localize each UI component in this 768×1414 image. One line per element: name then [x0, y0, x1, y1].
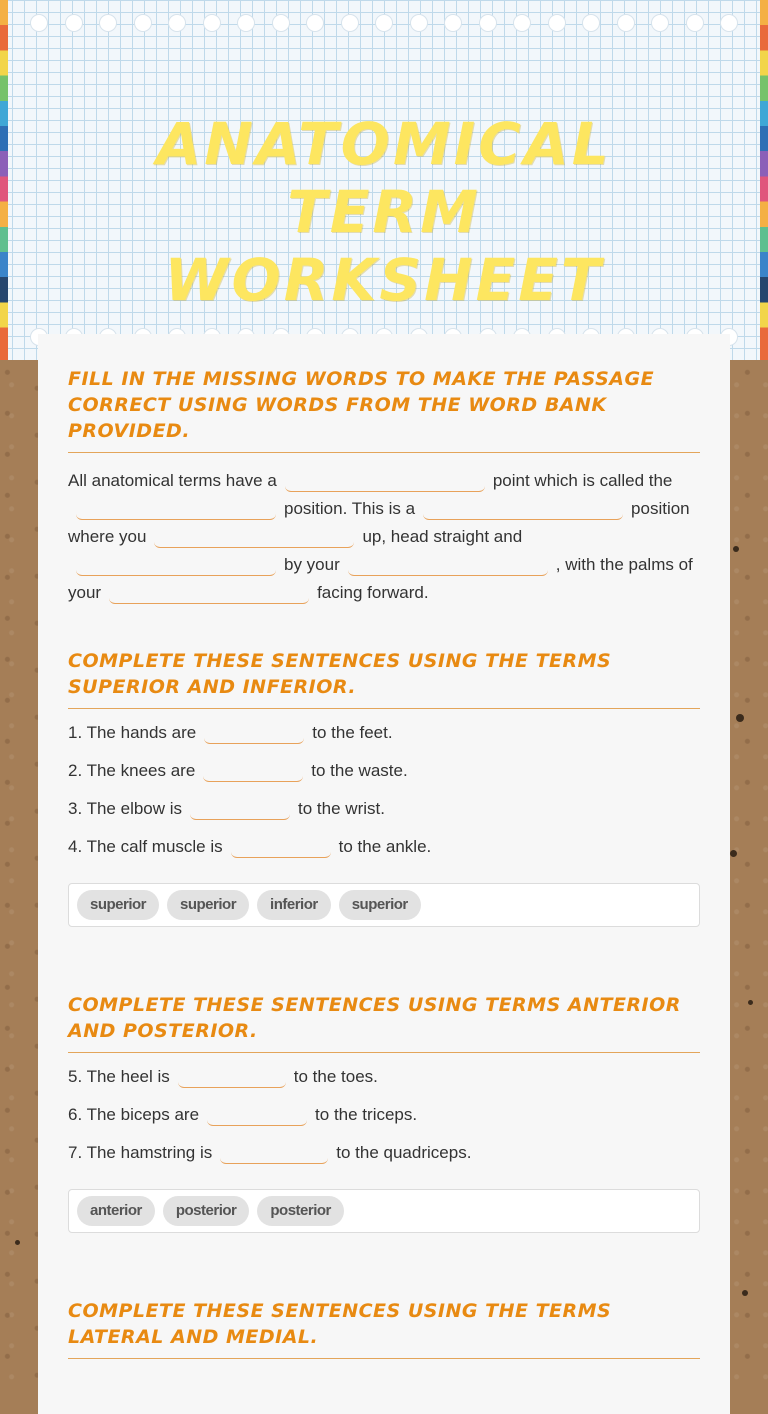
decor-dot [730, 850, 737, 857]
section-superior-inferior [68, 648, 700, 927]
word-chip[interactable]: posterior [163, 1196, 250, 1226]
word-chip[interactable]: posterior [257, 1196, 344, 1226]
answer-blank-4[interactable] [154, 525, 354, 548]
question-3: 3. The elbow is to the wrist. [68, 799, 385, 818]
answer-blank-q7[interactable] [220, 1141, 328, 1164]
passage-text: facing forward. [317, 583, 429, 602]
word-chip[interactable]: inferior [257, 890, 331, 920]
word-chip[interactable]: superior [339, 890, 421, 920]
question-6: 6. The biceps are to the triceps. [68, 1105, 418, 1124]
answer-blank-2[interactable] [76, 497, 276, 520]
section-lateral-medial [68, 1298, 700, 1359]
word-chip[interactable]: superior [167, 890, 249, 920]
rainbow-edge-left [0, 0, 8, 360]
word-chip[interactable]: superior [77, 890, 159, 920]
question-2: 2. The knees are to the waste. [68, 761, 408, 780]
word-bank [68, 883, 700, 927]
answer-blank-q6[interactable] [207, 1103, 307, 1126]
passage-text: All anatomical terms have a [68, 471, 277, 490]
answer-blank-6[interactable] [348, 553, 548, 576]
answer-blank-q3[interactable] [190, 797, 290, 820]
question-7: 7. The hamstring is to the quadriceps. [68, 1143, 472, 1162]
decor-dot [742, 1290, 748, 1296]
answer-blank-5[interactable] [76, 553, 276, 576]
word-chip[interactable]: anterior [77, 1196, 155, 1226]
decor-dot [15, 1240, 20, 1245]
section-heading: COMPLETE THESE SENTENCES USING THE TERMS LATERAL AND MEDIAL. [68, 1298, 700, 1359]
question-5: 5. The heel is to the toes. [68, 1067, 378, 1086]
section-fill-passage [68, 366, 700, 607]
passage-text: point which is called the [492, 471, 673, 490]
worksheet-card [38, 334, 730, 1414]
answer-blank-q2[interactable] [203, 759, 303, 782]
answer-blank-q1[interactable] [204, 721, 304, 744]
passage-text: position. This is a [284, 499, 416, 518]
question-4: 4. The calf muscle is to the ankle. [68, 837, 432, 856]
word-bank [68, 1189, 700, 1233]
passage-text: by your [284, 555, 340, 574]
answer-blank-7[interactable] [109, 581, 309, 604]
passage-text: position where you [68, 499, 690, 546]
question-1: 1. The hands are to the feet. [68, 723, 393, 742]
decor-dot [748, 1000, 753, 1005]
passage [68, 467, 700, 607]
section-heading: COMPLETE THESE SENTENCES USING THE TERMS SUPERIOR AND INFERIOR. [68, 648, 700, 709]
rainbow-edge-right [760, 0, 768, 360]
notebook-header [0, 0, 768, 360]
answer-blank-1[interactable] [285, 469, 485, 492]
answer-blank-q5[interactable] [178, 1065, 286, 1088]
section-heading: COMPLETE THESE SENTENCES USING TERMS ANTERIOR AND POSTERIOR. [68, 992, 700, 1053]
page-title: ANATOMICAL TERM WORKSHEET [156, 110, 612, 314]
passage-text: , with the palms of your [68, 555, 693, 602]
section-heading: FILL IN THE MISSING WORDS TO MAKE THE PASSAGE CORRECT USING WORDS FROM THE WORD BANK PROVIDED. [68, 366, 700, 453]
decor-dot [736, 714, 744, 722]
passage-text: up, head straight and [362, 527, 523, 546]
answer-blank-3[interactable] [423, 497, 623, 520]
binder-holes-top [0, 14, 768, 34]
answer-blank-q4[interactable] [231, 835, 331, 858]
section-anterior-posterior [68, 992, 700, 1233]
decor-dot [733, 546, 739, 552]
